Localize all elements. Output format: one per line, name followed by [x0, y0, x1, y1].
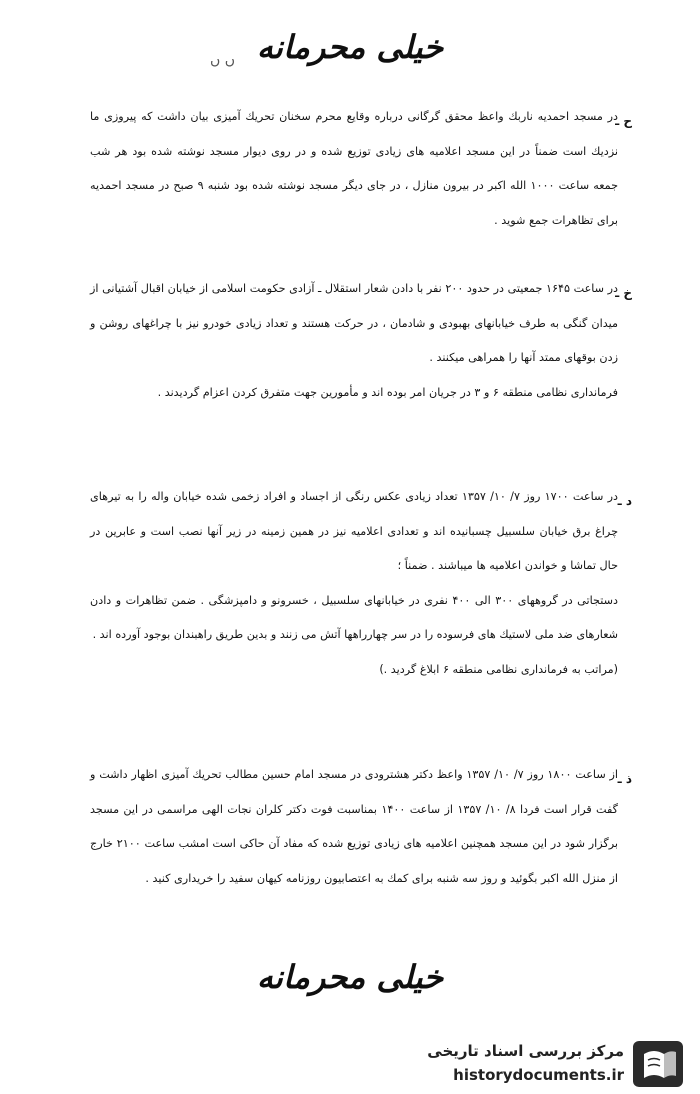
report-section	[90, 758, 618, 896]
archive-logo-icon	[632, 1040, 684, 1088]
classification-stamp-top: خیلی محرمانه	[256, 28, 444, 66]
report-section	[90, 100, 618, 238]
report-section	[90, 480, 618, 687]
report-section	[90, 272, 618, 410]
watermark-title: مرکز بررسی اسناد تاریخی	[427, 1042, 624, 1060]
watermark	[390, 1036, 690, 1092]
classification-stamp-bottom: خیلی محرمانه	[256, 958, 444, 996]
section-paragraph: (مراتب به فرمانداری نظامی منطقه ۶ ابلاغ گردید .)	[379, 662, 618, 676]
section-marker: ح ـ	[615, 114, 632, 128]
section-paragraph: دستجاتی در گروههای ۳۰۰ الی ۴۰۰ نفری در خیابانهای سلسبیل ، خسرونو و دامپزشگی . ضمن تظاهرات و دادن شعارهای ضد ملی لاستیك های فرسوده را در سر چهارراهها آتش می زنند و بدین طریق راهبندان بوجود آورده اند .	[90, 593, 618, 641]
section-marker: ذ ـ	[617, 772, 632, 786]
watermark-url: historydocuments.ir	[453, 1066, 624, 1084]
section-marker: خ ـ	[615, 286, 632, 300]
header-mark: ں ں	[210, 52, 236, 68]
section-marker: د ـ	[617, 494, 632, 508]
section-paragraph: در مسجد احمدیه ناربك واعظ محقق گرگانی درباره وقایع محرم سخنان تحریك آمیزی بیان داشت كه پیروزی ما نزدیك است ضمناً در این مسجد اعلامیه های زیادی توزیع شده و در روی دیوار مسجد نوشته شده بود هر شب جمعه ساعت ۱۰۰۰ الله اكبر در بیرون منازل ، در جای دیگر مسجد نوشته شده بود شنبه ۹ صبح در مسجد احمدیه برای تظاهرات جمع شوید .	[90, 110, 619, 227]
section-paragraph: از ساعت ۱۸۰۰ روز ۷/ ۱۰/ ۱۳۵۷ واعظ دكتر هشترودی در مسجد امام حسین مطالب تحریك آمیزی اظهار داشت و گفت قرار است فردا ۸/ ۱۰/ ۱۳۵۷ از ساعت ۱۴۰۰ بمناسبت فوت دكتر كلران نجات الهی مراسمی در این مسجد برگزار شود در این مسجد همچنین اعلامیه های زیادی توزیع شده كه مفاد آن حاكی است امشب ساعت ۲۱۰۰ خارج از منزل الله اكبر بگوئید و روز سه شنبه برای كمك به اعتصابیون روزنامه كیهان سفید را خریداری كنید .	[90, 768, 619, 885]
section-paragraph: در ساعت ۱۷۰۰ روز ۷/ ۱۰/ ۱۳۵۷ تعداد زیادی عكس رنگی از اجساد و افراد زخمی شده خیابان واله را به تیرهای چراغ برق خیابان سلسبیل چسبانیده اند و تعدادی اعلامیه نیز در همین زمینه در زیر آنها نصب است و عابرین در حال تماشا و خواندن اعلامیه ها میباشند . ضمناً ؛	[90, 490, 618, 572]
section-paragraph: در ساعت ۱۶۴۵ جمعیتی در حدود ۲۰۰ نفر با دادن شعار استقلال ـ آزادی حكومت اسلامی از خیابان اقبال آشتیانی از میدان گنگی به طرف خیابانهای بهبودی و شادمان ، در حركت هستند و تعداد زیادی خودرو نیز با چراغهای روشن و زدن بوقهای ممتد آنها را همراهی میكنند .	[90, 282, 618, 364]
section-paragraph: فرمانداری نظامی منطقه ۶ و ۳ در جریان امر بوده اند و مأمورین جهت متفرق كردن اعزام گردیدند .	[157, 385, 618, 399]
